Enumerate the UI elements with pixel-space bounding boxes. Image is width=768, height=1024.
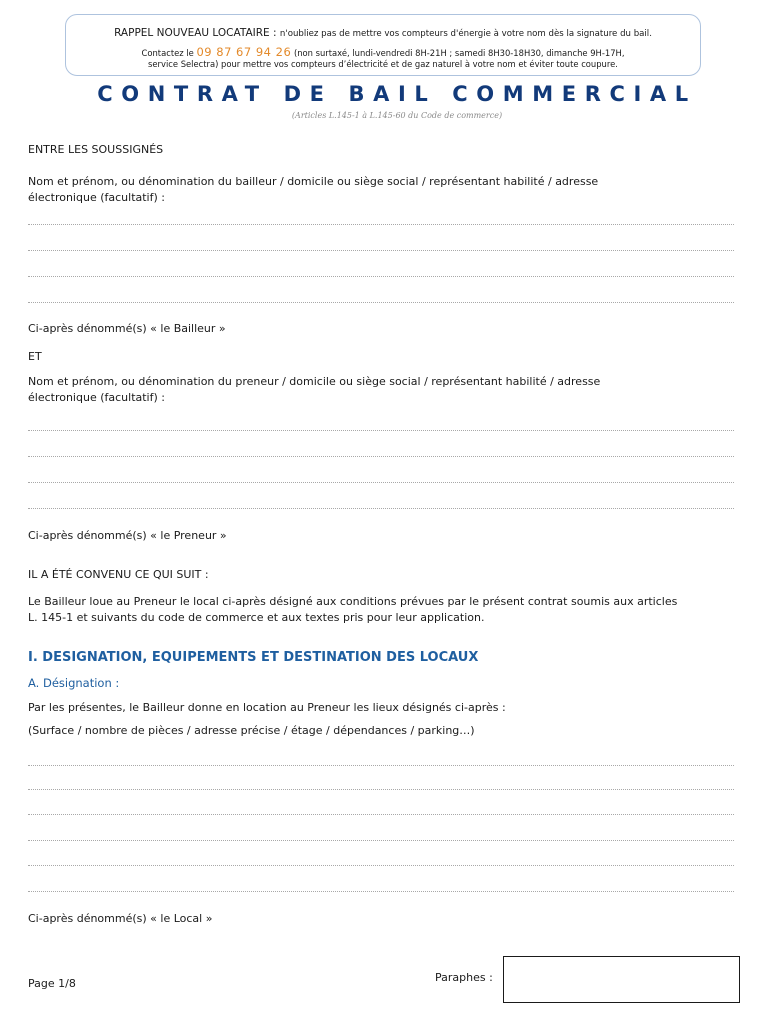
local-fill-line[interactable] xyxy=(28,891,734,892)
agreement-heading: IL A ÉTÉ CONVENU CE QUI SUIT : xyxy=(28,568,209,581)
local-fill-line[interactable] xyxy=(28,765,734,766)
preneur-prompt-line-1: Nom et prénom, ou dénomination du preneur / domicile ou siège social / représentant habilité / adresse xyxy=(28,375,601,388)
et-separator: ET xyxy=(28,350,42,363)
designation-line-2: (Surface / nombre de pièces / adresse précise / étage / dépendances / parking…) xyxy=(28,724,475,737)
preneur-fill-line[interactable] xyxy=(28,482,734,483)
document-subtitle: (Articles L.145-1 à L.145-60 du Code de commerce) xyxy=(291,111,503,120)
notice-line-1-rest: n'oubliez pas de mettre vos compteurs d'énergie à votre nom dès la signature du bail. xyxy=(279,29,652,39)
preneur-prompt-line-2: électronique (facultatif) : xyxy=(28,391,165,404)
notice-line-1 xyxy=(66,27,700,39)
parties-heading: ENTRE LES SOUSSIGNÉS xyxy=(28,143,164,156)
section-1-heading: I. DESIGNATION, EQUIPEMENTS ET DESTINATION DES LOCAUX xyxy=(28,650,479,665)
preneur-designation: Ci-après dénommé(s) « le Preneur » xyxy=(28,529,227,542)
local-fill-line[interactable] xyxy=(28,865,734,866)
subsection-a-heading: A. Désignation : xyxy=(28,676,120,690)
notice-line-2 xyxy=(66,45,700,59)
bailleur-fill-line[interactable] xyxy=(28,302,734,303)
local-fill-line[interactable] xyxy=(28,814,734,815)
paraphes-box[interactable] xyxy=(503,956,740,1003)
document-title: CONTRAT DE BAIL COMMERCIAL xyxy=(97,82,697,106)
notice-contact-label: Contactez le xyxy=(141,48,194,58)
bailleur-fill-line[interactable] xyxy=(28,276,734,277)
bailleur-prompt-line-2: électronique (facultatif) : xyxy=(28,191,165,204)
bailleur-designation: Ci-après dénommé(s) « le Bailleur » xyxy=(28,322,226,335)
intro-line-2: L. 145-1 et suivants du code de commerce et aux textes pris pour leur application. xyxy=(28,611,485,624)
bailleur-fill-line[interactable] xyxy=(28,250,734,251)
notice-line-3: service Selectra) pour mettre vos compteurs d’électricité et de gaz naturel à votre nom et éviter toute coupure. xyxy=(148,59,618,69)
notice-phone-number[interactable]: 09 87 67 94 26 xyxy=(196,45,292,59)
preneur-fill-line[interactable] xyxy=(28,430,734,431)
local-designation: Ci-après dénommé(s) « le Local » xyxy=(28,912,213,925)
designation-line-1: Par les présentes, le Bailleur donne en location au Preneur les lieux désignés ci-après : xyxy=(28,701,506,714)
local-fill-line[interactable] xyxy=(28,789,734,790)
bailleur-fill-line[interactable] xyxy=(28,224,734,225)
bailleur-prompt-line-1: Nom et prénom, ou dénomination du bailleur / domicile ou siège social / représentant habilité / adresse xyxy=(28,175,599,188)
notice-hours: (non surtaxé, lundi-vendredi 8H-21H ; samedi 8H30-18H30, dimanche 9H-17H, xyxy=(293,48,625,58)
intro-line-1: Le Bailleur loue au Preneur le local ci-après désigné aux conditions prévues par le présent contrat soumis aux articles xyxy=(28,595,678,608)
page-number: Page 1/8 xyxy=(28,977,76,990)
paraphes-label: Paraphes : xyxy=(435,971,493,984)
local-fill-line[interactable] xyxy=(28,840,734,841)
preneur-fill-line[interactable] xyxy=(28,508,734,509)
notice-lead: RAPPEL NOUVEAU LOCATAIRE : xyxy=(114,27,277,39)
energy-reminder-notice xyxy=(65,14,701,76)
preneur-fill-line[interactable] xyxy=(28,456,734,457)
